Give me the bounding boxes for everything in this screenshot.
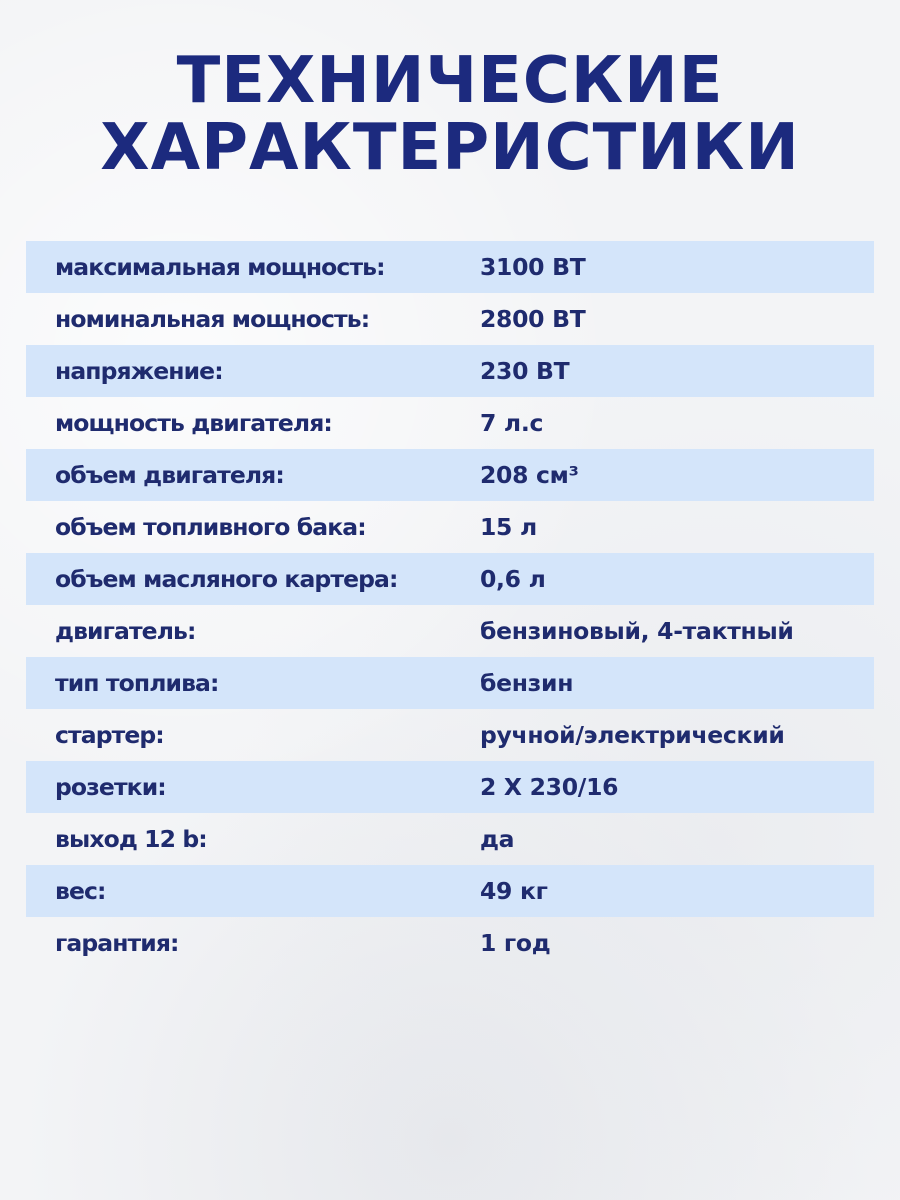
spec-value: 3100 ВТ — [480, 253, 586, 281]
spec-label: тип топлива: — [55, 669, 219, 697]
spec-row-sockets — [26, 761, 874, 813]
spec-label: выход 12 b: — [55, 825, 207, 853]
specs-table — [26, 241, 874, 969]
page-title — [0, 44, 900, 185]
spec-value: 2800 ВТ — [480, 305, 586, 333]
spec-value: 0,6 л — [480, 565, 546, 593]
spec-value: 2 Х 230/16 — [480, 773, 619, 801]
spec-row-engine-volume — [26, 449, 874, 501]
spec-row-oil-sump — [26, 553, 874, 605]
spec-label: объем топливного бака: — [55, 513, 366, 541]
spec-row-voltage — [26, 345, 874, 397]
spec-value: 15 л — [480, 513, 537, 541]
spec-row-12v-output — [26, 813, 874, 865]
spec-label: напряжение: — [55, 357, 223, 385]
spec-value: 208 см³ — [480, 461, 579, 489]
spec-row-starter — [26, 709, 874, 761]
spec-row-weight — [26, 865, 874, 917]
title-line-2: ХАРАКТЕРИСТИКИ — [100, 111, 800, 185]
spec-label: вес: — [55, 877, 106, 905]
spec-label: объем двигателя: — [55, 461, 284, 489]
spec-value: 7 л.с — [480, 409, 544, 437]
spec-row-rated-power — [26, 293, 874, 345]
spec-label: розетки: — [55, 773, 166, 801]
spec-label: стартер: — [55, 721, 164, 749]
title-line-1: ТЕХНИЧЕСКИЕ — [176, 44, 724, 118]
spec-row-fuel-type — [26, 657, 874, 709]
spec-row-fuel-tank — [26, 501, 874, 553]
spec-value: ручной/электрический — [480, 721, 785, 749]
spec-value: 49 кг — [480, 877, 548, 905]
spec-row-engine-type — [26, 605, 874, 657]
spec-row-engine-power — [26, 397, 874, 449]
spec-value: да — [480, 825, 515, 853]
spec-label: гарантия: — [55, 929, 179, 957]
spec-value: бензиновый, 4-тактный — [480, 617, 794, 645]
spec-label: объем масляного картера: — [55, 565, 398, 593]
spec-row-warranty — [26, 917, 874, 969]
spec-label: максимальная мощность: — [55, 253, 385, 281]
spec-row-max-power — [26, 241, 874, 293]
spec-label: двигатель: — [55, 617, 196, 645]
spec-label: номинальная мощность: — [55, 305, 370, 333]
spec-value: бензин — [480, 669, 574, 697]
spec-label: мощность двигателя: — [55, 409, 332, 437]
spec-value: 1 год — [480, 929, 551, 957]
spec-value: 230 ВТ — [480, 357, 570, 385]
